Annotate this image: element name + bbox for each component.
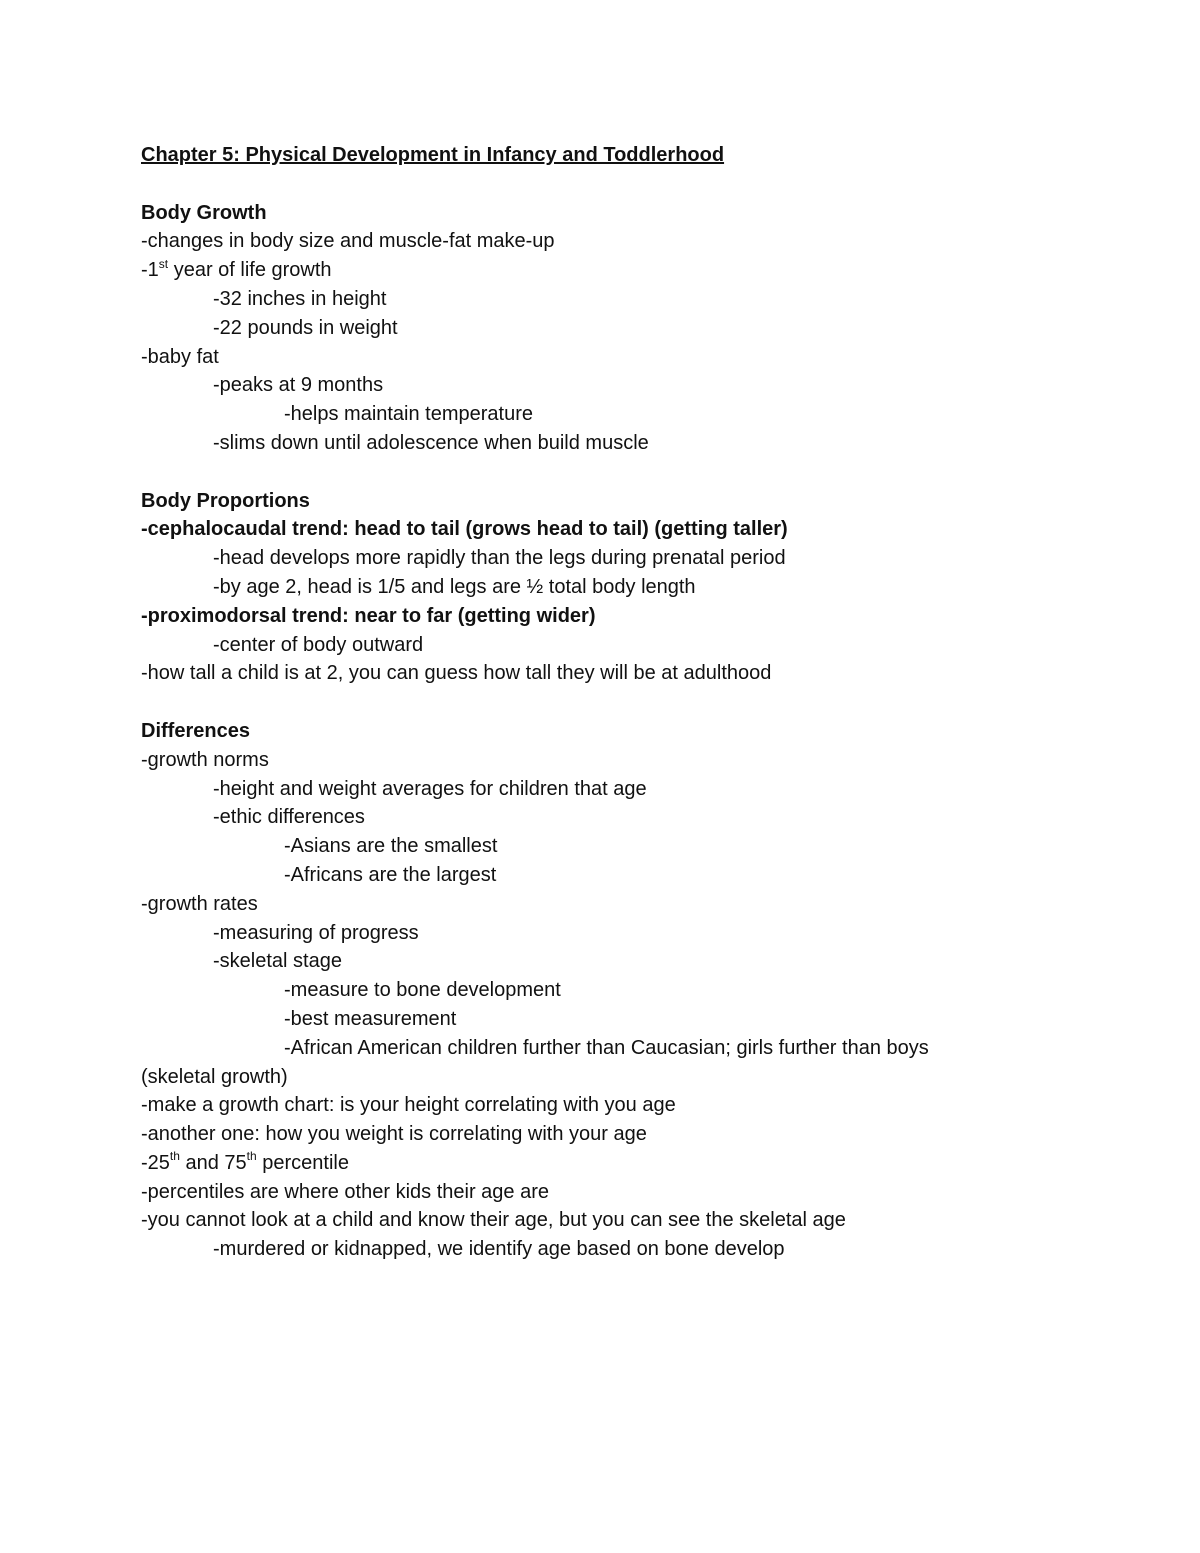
note-line: -measure to bone development xyxy=(284,979,561,1002)
note-line: -you cannot look at a child and know their age, but you can see the skeletal age xyxy=(141,1209,846,1232)
note-line: -proximodorsal trend: near to far (getting wider) xyxy=(141,604,596,627)
note-line: -changes in body size and muscle-fat make-up xyxy=(141,230,555,253)
page-title: Chapter 5: Physical Development in Infancy and Toddlerhood xyxy=(141,144,725,166)
note-line: -make a growth chart: is your height correlating with you age xyxy=(141,1094,676,1117)
note-line: -22 pounds in weight xyxy=(213,316,398,339)
note-line: -center of body outward xyxy=(213,633,424,656)
note-line: -by age 2, head is 1/5 and legs are ½ total body length xyxy=(213,575,696,598)
note-line: -growth rates xyxy=(141,892,258,915)
note-line: -slims down until adolescence when build muscle xyxy=(213,431,649,454)
note-line: -Asians are the smallest xyxy=(284,835,498,858)
note-line: -percentiles are where other kids their age are xyxy=(141,1180,549,1203)
spacer xyxy=(141,170,1151,199)
document-page xyxy=(141,141,1151,1264)
note-line: -25th and 75th percentile xyxy=(141,1149,349,1174)
note-line: -32 inches in height xyxy=(213,287,387,310)
note-line: -skeletal stage xyxy=(213,950,342,973)
section-heading-differences: Differences xyxy=(141,719,250,742)
note-line: -helps maintain temperature xyxy=(284,403,534,426)
note-line: -best measurement xyxy=(284,1007,457,1030)
note-line: -1st year of life growth xyxy=(141,256,332,282)
note-line: -another one: how you weight is correlating with your age xyxy=(141,1123,647,1146)
section-heading-body-growth: Body Growth xyxy=(141,201,267,224)
note-line: -Africans are the largest xyxy=(284,863,497,886)
note-line: -murdered or kidnapped, we identify age based on bone develop xyxy=(213,1238,785,1261)
section-heading-body-proportions: Body Proportions xyxy=(141,489,310,512)
note-line: -growth norms xyxy=(141,748,269,771)
note-line: -African American children further than Caucasian; girls further than boys xyxy=(284,1036,929,1059)
note-line: -ethic differences xyxy=(213,806,365,829)
note-line: -measuring of progress xyxy=(213,921,419,944)
spacer xyxy=(141,458,1151,487)
spacer xyxy=(141,688,1151,717)
note-line: -head develops more rapidly than the legs during prenatal period xyxy=(213,547,786,570)
note-line: -cephalocaudal trend: head to tail (grows head to tail) (getting taller) xyxy=(141,518,788,541)
note-line: (skeletal growth) xyxy=(141,1065,288,1088)
note-line: -height and weight averages for children that age xyxy=(213,777,647,800)
note-line: -peaks at 9 months xyxy=(213,374,384,397)
note-line: -how tall a child is at 2, you can guess how tall they will be at adulthood xyxy=(141,662,772,685)
note-line: -baby fat xyxy=(141,345,219,368)
